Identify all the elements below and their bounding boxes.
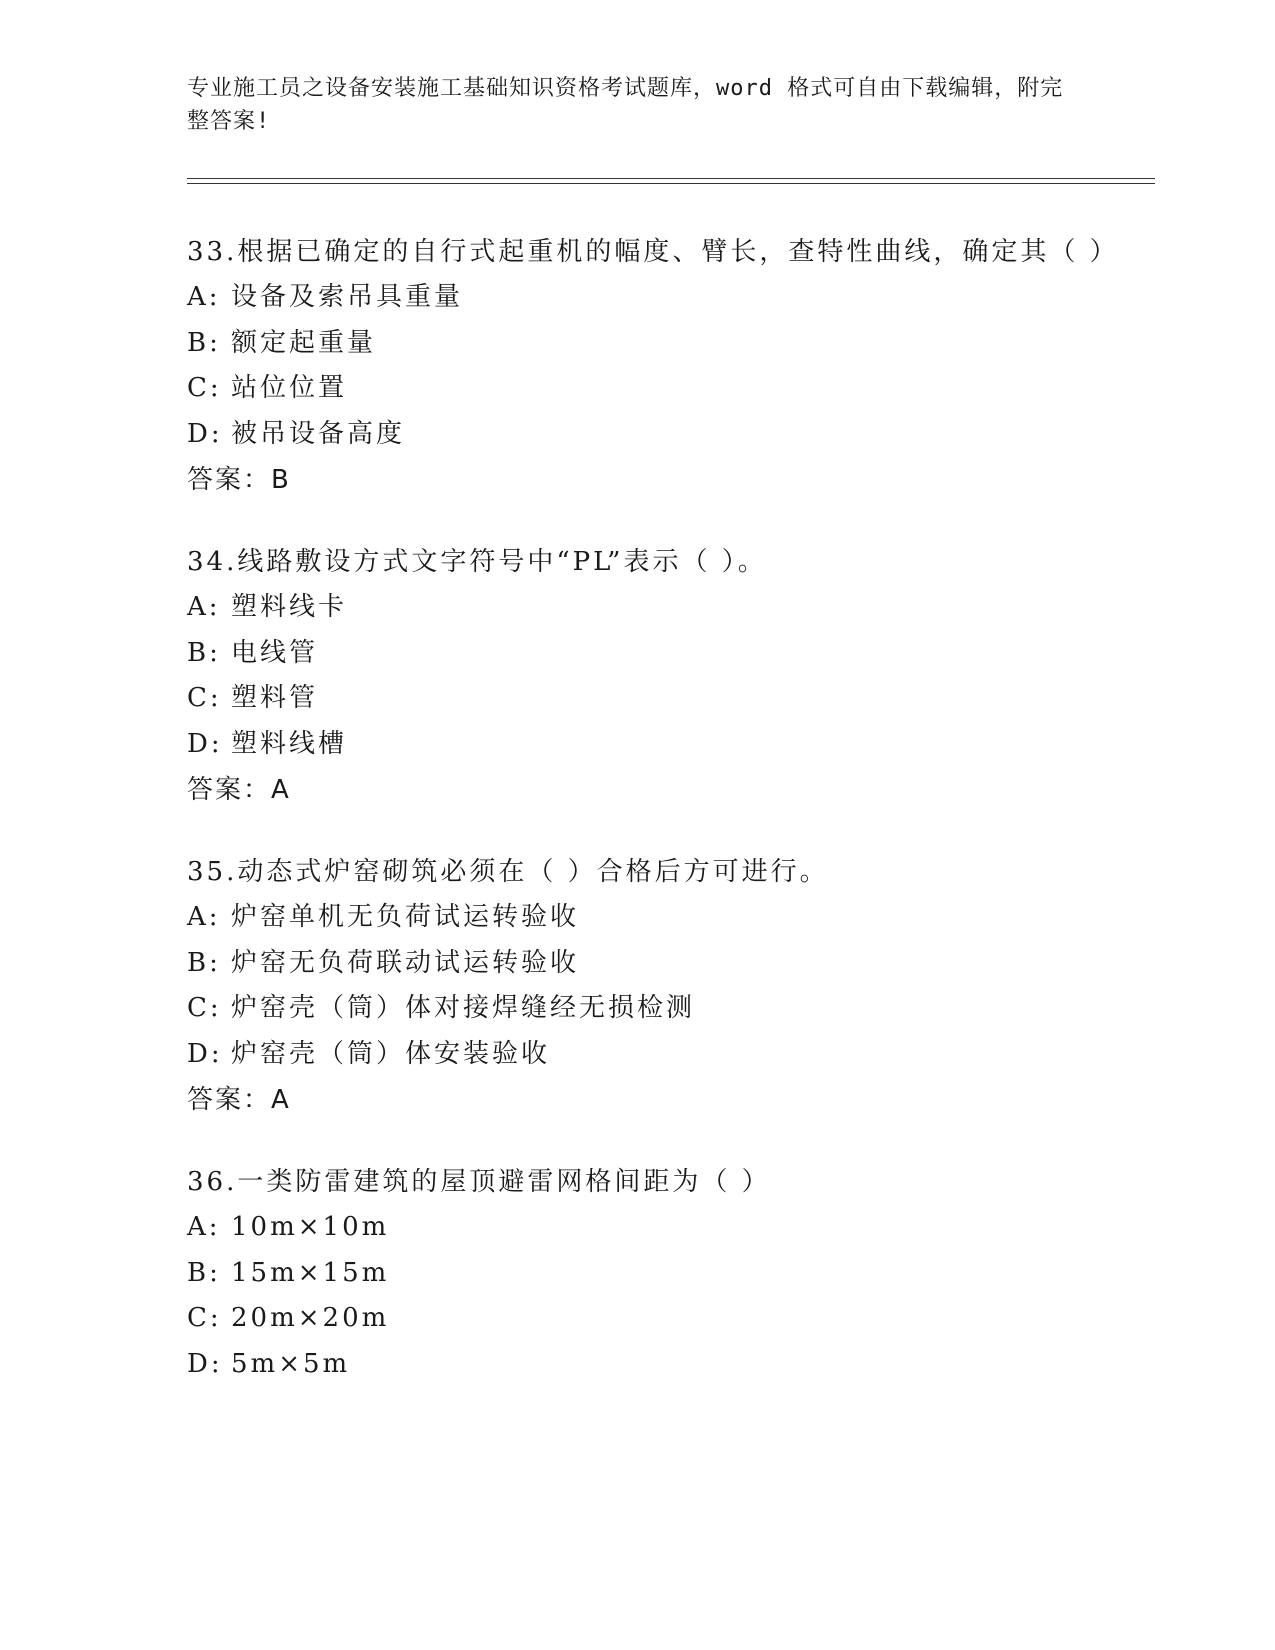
option-key: B: — [187, 637, 221, 668]
option-b — [187, 321, 1107, 367]
option-a — [187, 585, 1107, 631]
option-text: 塑料线槽 — [231, 728, 348, 759]
option-key: A: — [187, 592, 221, 622]
answer-line: 答案：A — [187, 1085, 291, 1115]
option-key: B: — [187, 947, 221, 978]
option-text: 炉窑壳（筒）体安装验收 — [231, 1038, 551, 1069]
question-33 — [187, 230, 1119, 503]
option-text: 被吊设备高度 — [231, 418, 406, 449]
question-list — [187, 230, 1119, 1424]
option-key: D: — [187, 728, 223, 759]
question-35 — [187, 850, 1107, 1123]
option-c — [187, 1296, 1107, 1342]
answer-line: 答案：A — [187, 775, 291, 805]
question-text: 34.线路敷设方式文字符号中“PL”表示（ ）。 — [187, 547, 767, 577]
option-key: D: — [187, 1348, 223, 1379]
option-d — [187, 722, 1107, 768]
question-text: 33.根据已确定的自行式起重机的幅度、臂长，查特性曲线，确定其（ ） — [187, 237, 1119, 267]
option-d — [187, 1032, 1107, 1078]
option-text: 5m×5m — [231, 1348, 351, 1379]
option-b — [187, 631, 1107, 677]
option-text: 15m×15m — [231, 1257, 390, 1288]
option-text: 设备及索吊具重量 — [231, 282, 464, 312]
option-text: 站位位置 — [231, 373, 348, 403]
option-d — [187, 1342, 1107, 1388]
option-text: 塑料线卡 — [231, 592, 348, 622]
option-a — [187, 895, 1107, 941]
header-divider-bottom — [187, 183, 1155, 184]
question-text: 36.一类防雷建筑的屋顶避雷网格间距为（ ） — [187, 1167, 771, 1197]
option-key: B: — [187, 1257, 221, 1288]
option-key: C: — [187, 683, 222, 713]
option-key: C: — [187, 373, 222, 403]
answer-line: 答案：B — [187, 465, 291, 495]
option-key: A: — [187, 282, 221, 312]
question-text: 35.动态式炉窑砌筑必须在（ ）合格后方可进行。 — [187, 857, 829, 887]
option-b — [187, 941, 1107, 987]
option-a — [187, 275, 1107, 321]
option-text: 额定起重量 — [231, 327, 377, 358]
option-key: A: — [187, 1212, 221, 1242]
option-text: 10m×10m — [231, 1212, 390, 1242]
option-text: 20m×20m — [231, 1303, 390, 1333]
option-text: 炉窑无负荷联动试运转验收 — [231, 947, 580, 978]
option-key: B: — [187, 327, 221, 358]
option-d — [187, 412, 1107, 458]
option-text: 炉窑单机无负荷试运转验收 — [231, 902, 580, 932]
option-c — [187, 366, 1107, 412]
option-text: 塑料管 — [231, 683, 319, 713]
option-b — [187, 1251, 1107, 1297]
header-text: 专业施工员之设备安装施工基础知识资格考试题库，word 格式可自由下载编辑，附完整答案! — [187, 76, 1064, 134]
question-36 — [187, 1160, 1107, 1387]
option-key: C: — [187, 1303, 222, 1333]
document-header — [187, 72, 1067, 138]
option-key: D: — [187, 1038, 223, 1069]
option-c — [187, 676, 1107, 722]
option-key: C: — [187, 993, 222, 1023]
option-c — [187, 986, 1107, 1032]
question-34 — [187, 540, 1107, 813]
option-key: D: — [187, 418, 223, 449]
header-divider-top — [187, 178, 1155, 179]
option-key: A: — [187, 902, 221, 932]
option-a — [187, 1205, 1107, 1251]
option-text: 炉窑壳（筒）体对接焊缝经无损检测 — [231, 993, 696, 1023]
option-text: 电线管 — [231, 637, 319, 668]
